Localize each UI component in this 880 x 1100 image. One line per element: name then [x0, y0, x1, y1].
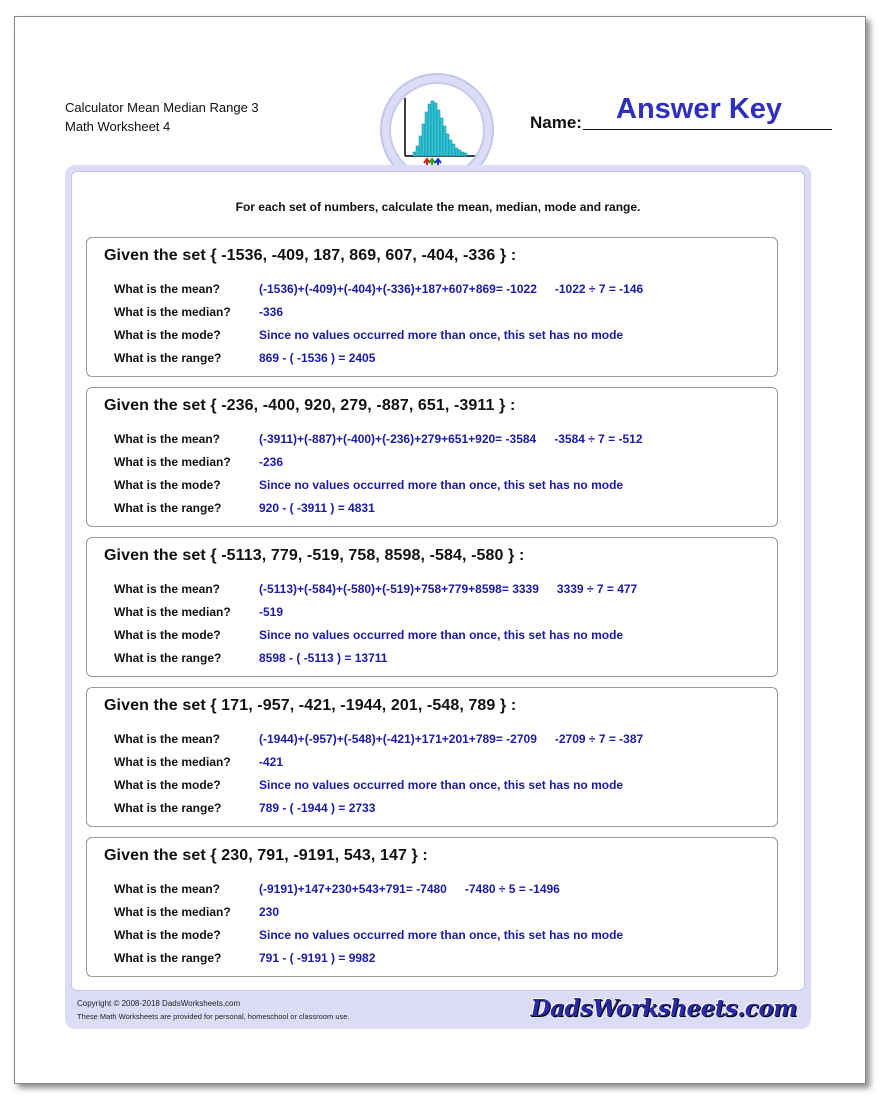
- range-question: What is the range?: [114, 951, 222, 965]
- mode-question: What is the mode?: [114, 778, 221, 792]
- set-title: Given the set { 230, 791, -9191, 543, 147 } :: [104, 847, 428, 864]
- range-question: What is the range?: [114, 351, 222, 365]
- name-underline: [583, 129, 832, 130]
- problem-card: [86, 687, 778, 827]
- range-answer: 869 - ( -1536 ) = 2405: [259, 351, 376, 365]
- mean-answer: (-5113)+(-584)+(-580)+(-519)+758+779+8598= 3339 3339 ÷ 7 = 477: [259, 582, 638, 596]
- problem-card: [86, 537, 778, 677]
- median-answer: -519: [259, 605, 284, 619]
- median-question: What is the median?: [114, 455, 231, 469]
- problems-panel: [71, 171, 805, 991]
- answer-key-label: Answer Key: [616, 93, 783, 125]
- median-question: What is the median?: [114, 305, 231, 319]
- range-question: What is the range?: [114, 501, 222, 515]
- range-answer: 8598 - ( -5113 ) = 13711: [259, 651, 388, 665]
- mode-question: What is the mode?: [114, 628, 221, 642]
- set-title: Given the set { -1536, -409, 187, 869, 607, -404, -336 } :: [104, 247, 517, 264]
- worksheet-page: [14, 16, 866, 1084]
- brand-logo: DadsWorksheets.com: [530, 995, 797, 1022]
- mean-question: What is the mean?: [114, 432, 221, 446]
- median-highlight: 33: [390, 282, 405, 296]
- median-answer: -236: [259, 455, 284, 469]
- mode-answer: Since no values occurred more than once, this set has no mode: [259, 928, 624, 942]
- mean-question: What is the mean?: [114, 282, 221, 296]
- instructions: For each set of numbers, calculate the mean, median, mode and range.: [235, 200, 641, 214]
- problem-card: [86, 387, 778, 527]
- problem-card: [86, 837, 778, 977]
- range-answer: 789 - ( -1944 ) = 2733: [259, 801, 376, 815]
- median-highlight: 23: [390, 432, 404, 446]
- mode-question: What is the mode?: [114, 478, 221, 492]
- worksheet-title-line1: Calculator Mean Median Range 3: [65, 100, 259, 115]
- set-title: Given the set { -5113, 779, -519, 758, 8598, -584, -580 } :: [104, 547, 525, 564]
- mean-answer: (-1944)+(-957)+(-548)+(-421)+171+201+789= -2709 -2709 ÷ 7 = -387: [259, 732, 644, 746]
- mean-division: -1022 ÷ 7 = -146: [554, 282, 644, 296]
- problems-frame: [65, 165, 811, 1029]
- mean-question: What is the mean?: [114, 582, 221, 596]
- median-answer: -421: [259, 755, 284, 769]
- copyright: Copyright © 2008-2018 DadsWorksheets.com: [77, 999, 241, 1008]
- problem-card: [86, 237, 778, 377]
- footer: [71, 995, 805, 1027]
- worksheet-title: [65, 98, 259, 136]
- mean-question: What is the mean?: [114, 732, 221, 746]
- mode-answer: Since no values occurred more than once, this set has no mode: [259, 328, 624, 342]
- name-label: Name:: [530, 113, 582, 132]
- median-question: What is the median?: [114, 605, 231, 619]
- mean-answer: (-3911)+(-887)+(-400)+(-236)+279+651+920= -3584 -3584 ÷ 7 = -512: [259, 432, 643, 446]
- disclaimer: These Math Worksheets are provided for personal, homeschool or classroom use.: [77, 1012, 350, 1021]
- mean-answer: (-1536)+(-409)+(-404)+(-336)+187+607+869= -1022 -1022 ÷ 7 = -146: [259, 282, 644, 296]
- median-question: What is the median?: [114, 905, 231, 919]
- median-highlight: 230: [331, 882, 352, 896]
- mean-division: -7480 ÷ 5 = -1496: [464, 882, 560, 896]
- name-field: [530, 91, 832, 131]
- mean-division: -2709 ÷ 7 = -387: [554, 732, 644, 746]
- mean-division: -3584 ÷ 7 = -512: [554, 432, 643, 446]
- set-title: Given the set { 171, -957, -421, -1944, 201, -548, 789 } :: [104, 697, 517, 714]
- median-highlight: 42: [390, 732, 405, 746]
- mode-question: What is the mode?: [114, 928, 221, 942]
- mode-answer: Since no values occurred more than once, this set has no mode: [259, 778, 624, 792]
- range-answer: 791 - ( -9191 ) = 9982: [259, 951, 376, 965]
- worksheet-title-line2: Math Worksheet 4: [65, 119, 171, 134]
- median-answer: -336: [259, 305, 284, 319]
- histogram-icon: [391, 84, 483, 176]
- mode-question: What is the mode?: [114, 328, 221, 342]
- range-question: What is the range?: [114, 651, 222, 665]
- mean-question: What is the mean?: [114, 882, 221, 896]
- median-answer: 230: [259, 905, 280, 919]
- set-title: Given the set { -236, -400, 920, 279, -887, 651, -3911 } :: [104, 397, 516, 414]
- range-question: What is the range?: [114, 801, 222, 815]
- mode-answer: Since no values occurred more than once, this set has no mode: [259, 628, 624, 642]
- mode-answer: Since no values occurred more than once, this set has no mode: [259, 478, 624, 492]
- mean-division: 3339 ÷ 7 = 477: [556, 582, 638, 596]
- median-highlight: 51: [390, 582, 404, 596]
- range-answer: 920 - ( -3911 ) = 4831: [259, 501, 375, 515]
- mean-answer: (-9191)+147+230+543+791= -7480 -7480 ÷ 5 = -1496: [259, 882, 560, 896]
- median-question: What is the median?: [114, 755, 231, 769]
